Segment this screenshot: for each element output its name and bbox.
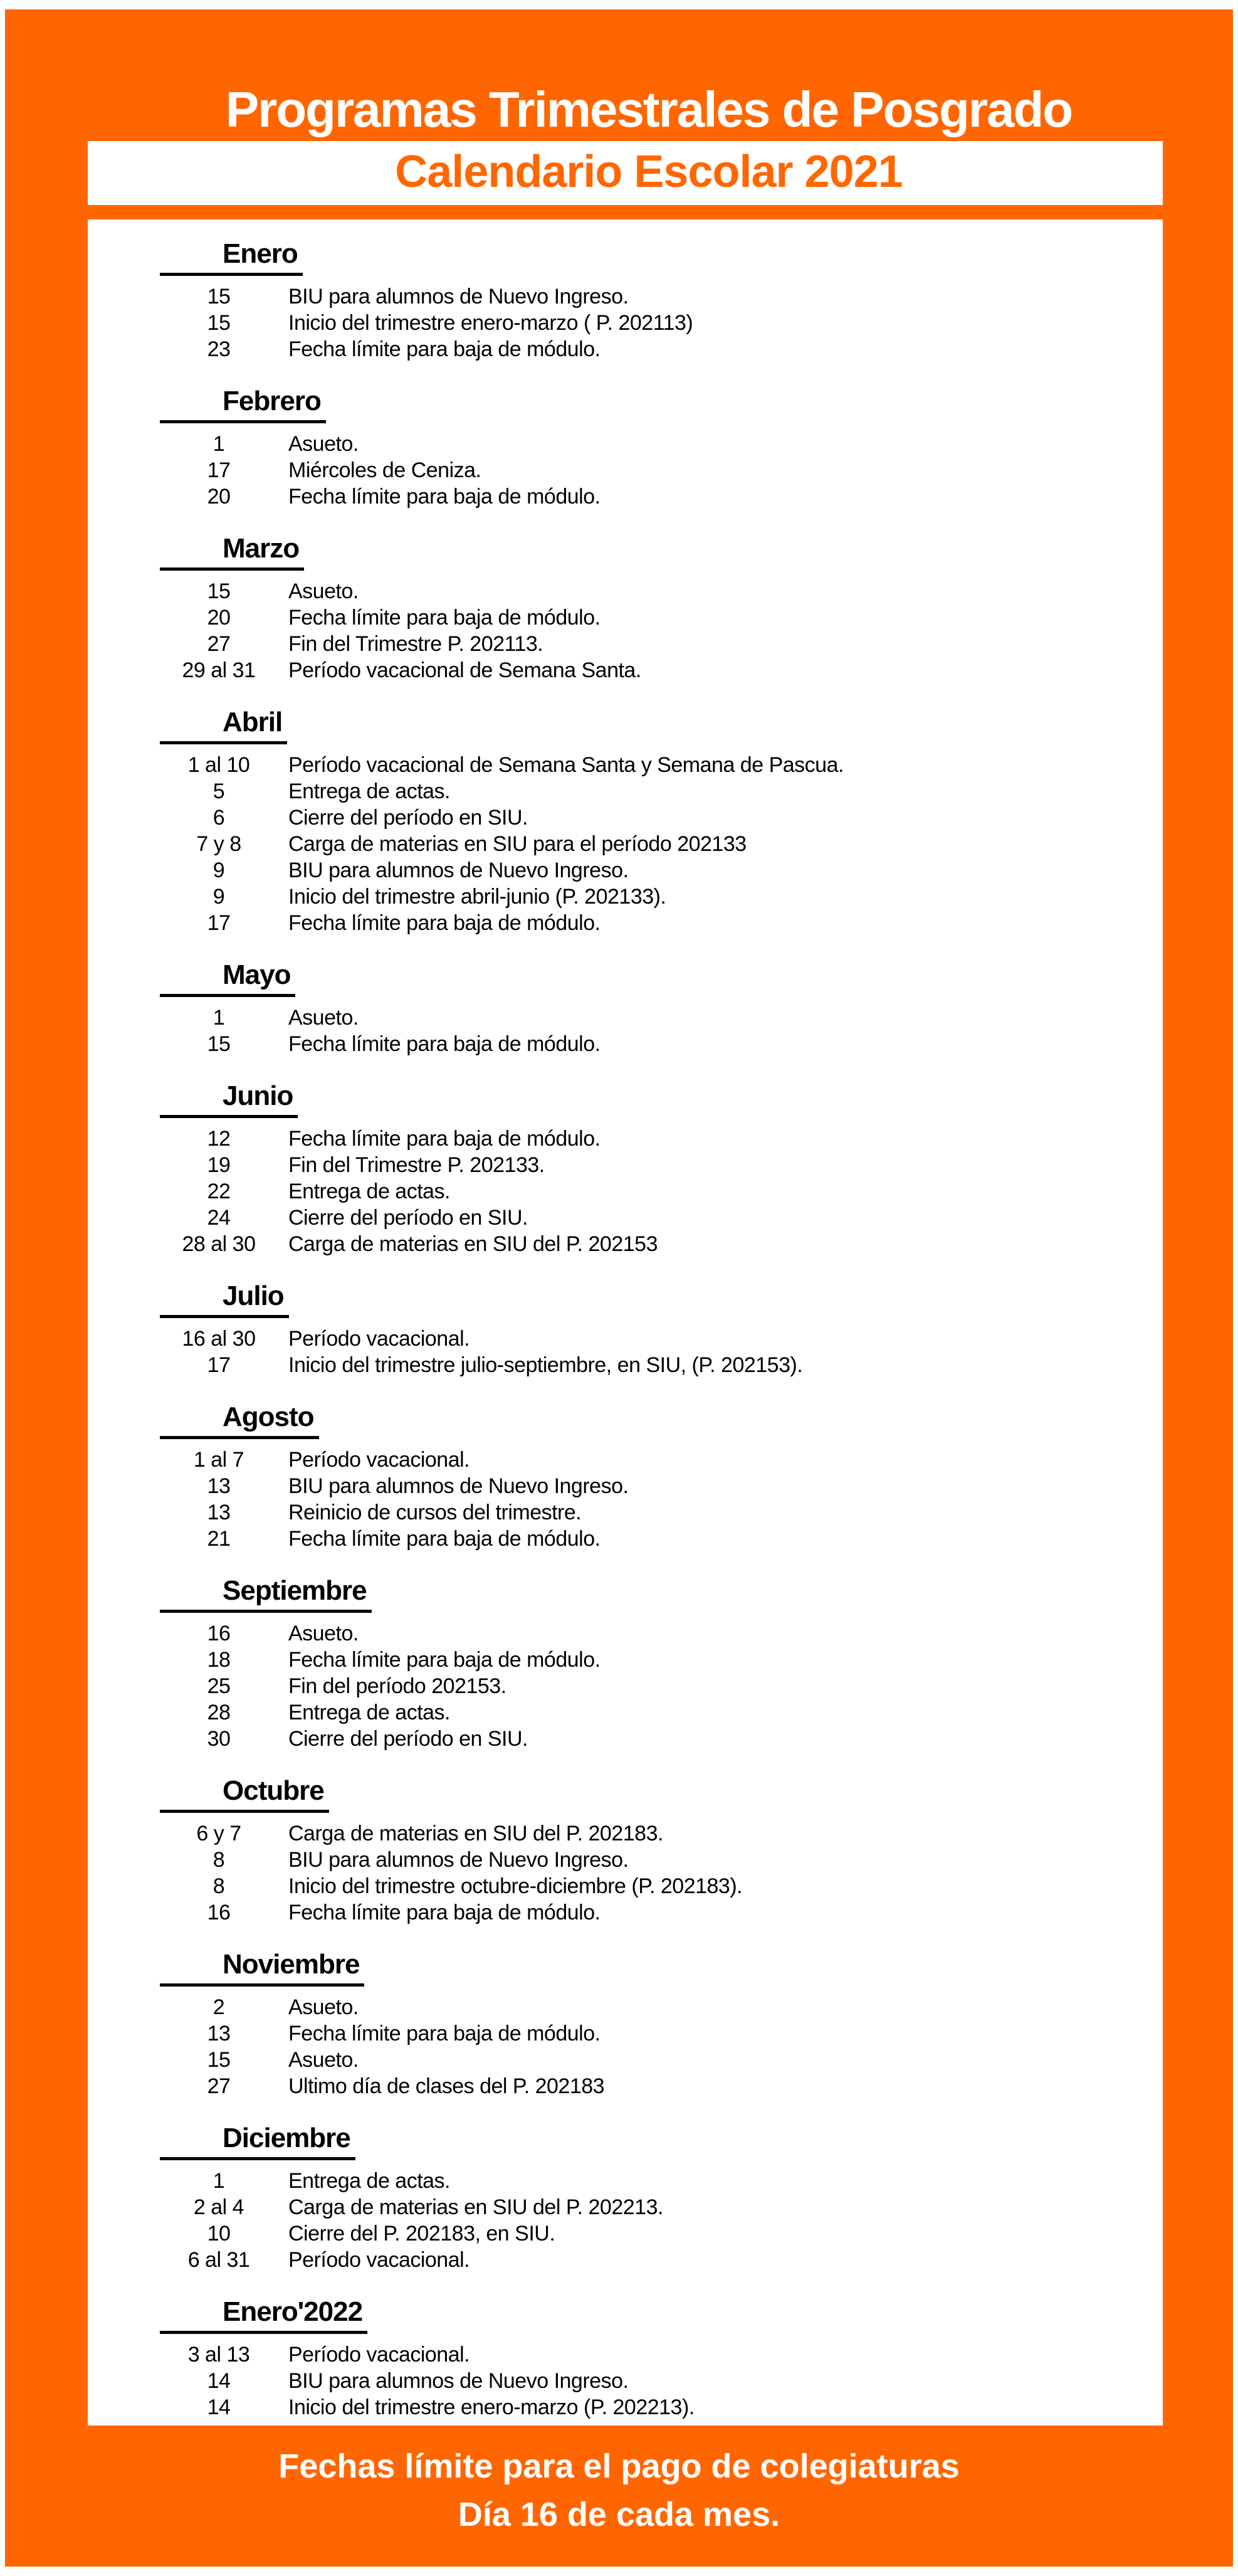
event-description: Cierre del período en SIU. bbox=[288, 1727, 528, 1751]
event-description: Fecha límite para baja de módulo. bbox=[288, 606, 601, 630]
event-date: 19 bbox=[207, 1153, 231, 1177]
event-description: Cierre del P. 202183, en SIU. bbox=[288, 2222, 555, 2246]
month-name: Septiembre bbox=[160, 1577, 372, 1613]
event-row bbox=[88, 1473, 1163, 1499]
event-description: Cierre del período en SIU. bbox=[288, 1206, 528, 1230]
event-date: 17 bbox=[207, 911, 231, 935]
event-row bbox=[88, 805, 1163, 831]
event-row bbox=[88, 578, 1163, 604]
event-description: Período vacacional. bbox=[288, 2248, 470, 2272]
month-section bbox=[88, 1403, 1163, 1552]
month-name: Marzo bbox=[160, 535, 304, 571]
event-date: 7 y 8 bbox=[196, 832, 241, 856]
event-row bbox=[88, 1499, 1163, 1526]
event-date: 8 bbox=[212, 1874, 225, 1898]
event-date: 14 bbox=[207, 2395, 231, 2419]
event-description: Miércoles de Ceniza. bbox=[288, 458, 481, 482]
event-date: 16 bbox=[207, 1901, 231, 1924]
event-row bbox=[88, 2220, 1163, 2247]
event-description: Fecha límite para baja de módulo. bbox=[288, 2022, 601, 2045]
event-date: 28 bbox=[207, 1701, 231, 1724]
month-section bbox=[88, 961, 1163, 1057]
month-name: Julio bbox=[160, 1282, 289, 1318]
event-description: Carga de materias en SIU del P. 202153 bbox=[288, 1232, 658, 1256]
event-date: 16 bbox=[207, 1622, 231, 1645]
event-description: Entrega de actas. bbox=[288, 1180, 451, 1203]
event-row bbox=[88, 1005, 1163, 1031]
event-description: Período vacacional de Semana Santa. bbox=[288, 658, 641, 682]
event-row bbox=[88, 2194, 1163, 2220]
month-name: Octubre bbox=[160, 1777, 329, 1813]
event-date: 28 al 30 bbox=[182, 1232, 256, 1256]
event-description: Ultimo día de clases del P. 202183 bbox=[288, 2074, 605, 2098]
event-date: 9 bbox=[212, 858, 225, 882]
event-row bbox=[88, 1647, 1163, 1673]
month-section bbox=[88, 535, 1163, 684]
event-date: 15 bbox=[207, 2048, 231, 2072]
event-date: 13 bbox=[207, 1474, 231, 1498]
event-date: 1 al 7 bbox=[193, 1448, 244, 1472]
event-row bbox=[88, 1899, 1163, 1926]
event-row bbox=[88, 1031, 1163, 1057]
event-description: BIU para alumnos de Nuevo Ingreso. bbox=[288, 1474, 629, 1498]
event-description: Período vacacional. bbox=[288, 1448, 470, 1472]
event-date: 13 bbox=[207, 2022, 231, 2045]
event-description: Asueto. bbox=[288, 1622, 359, 1645]
page-title: Programas Trimestrales de Posgrado bbox=[225, 82, 1073, 137]
event-row bbox=[88, 431, 1163, 457]
event-description: Fin del Trimestre P. 202113. bbox=[288, 632, 543, 656]
event-description: Carga de materias en SIU del P. 202213. bbox=[288, 2195, 663, 2219]
event-date: 9 bbox=[212, 885, 225, 909]
event-date: 27 bbox=[207, 632, 231, 656]
event-description: BIU para alumnos de Nuevo Ingreso. bbox=[288, 285, 629, 309]
event-date: 27 bbox=[207, 2074, 231, 2098]
footer-payment-day-text: Día 16 de cada mes. bbox=[458, 2496, 780, 2533]
event-description: Período vacacional. bbox=[288, 1327, 470, 1351]
event-date: 1 bbox=[212, 432, 225, 456]
month-name: Mayo bbox=[160, 961, 295, 997]
event-description: BIU para alumnos de Nuevo Ingreso. bbox=[288, 1848, 629, 1872]
event-row bbox=[88, 2341, 1163, 2368]
event-date: 2 al 4 bbox=[193, 2195, 244, 2219]
month-section bbox=[88, 2298, 1163, 2420]
event-description: Fecha límite para baja de módulo. bbox=[288, 1527, 601, 1551]
event-date: 6 al 31 bbox=[187, 2248, 250, 2272]
calendar-content bbox=[88, 219, 1163, 2426]
event-date: 13 bbox=[207, 1501, 231, 1524]
event-description: Período vacacional. bbox=[288, 2343, 470, 2367]
event-description: Asueto. bbox=[288, 432, 359, 456]
month-section bbox=[88, 388, 1163, 510]
event-row bbox=[88, 1447, 1163, 1473]
event-description: Inicio del trimestre enero-marzo ( P. 202113) bbox=[288, 311, 693, 335]
event-row bbox=[88, 483, 1163, 510]
event-row bbox=[88, 2047, 1163, 2073]
month-name: Diciembre bbox=[160, 2125, 355, 2160]
event-description: Carga de materias en SIU del P. 202183. bbox=[288, 1822, 663, 1845]
event-row bbox=[88, 1205, 1163, 1231]
event-row bbox=[88, 2020, 1163, 2047]
month-name: Enero bbox=[160, 240, 303, 276]
event-date: 1 bbox=[212, 1006, 225, 1030]
event-date: 8 bbox=[212, 1848, 225, 1872]
event-description: Fin del período 202153. bbox=[288, 1674, 506, 1698]
page-subtitle: Calendario Escolar 2021 bbox=[395, 147, 903, 197]
event-row bbox=[88, 1126, 1163, 1152]
event-description: Asueto. bbox=[288, 1006, 359, 1030]
event-date: 15 bbox=[207, 1032, 231, 1056]
event-row bbox=[88, 1526, 1163, 1552]
event-description: Fecha límite para baja de módulo. bbox=[288, 337, 601, 361]
event-row bbox=[88, 1352, 1163, 1378]
event-row bbox=[88, 1847, 1163, 1873]
event-row bbox=[88, 2073, 1163, 2099]
event-row bbox=[88, 1178, 1163, 1205]
event-description: BIU para alumnos de Nuevo Ingreso. bbox=[288, 858, 629, 882]
event-date: 22 bbox=[207, 1180, 231, 1203]
event-row bbox=[88, 1673, 1163, 1699]
event-row bbox=[88, 1231, 1163, 1257]
event-date: 17 bbox=[207, 458, 231, 482]
event-date: 23 bbox=[207, 337, 231, 361]
event-row bbox=[88, 1699, 1163, 1726]
event-row bbox=[88, 2247, 1163, 2273]
event-date: 20 bbox=[207, 606, 231, 630]
event-date: 14 bbox=[207, 2369, 231, 2393]
event-description: Fecha límite para baja de módulo. bbox=[288, 485, 601, 509]
event-date: 3 al 13 bbox=[187, 2343, 250, 2367]
event-date: 15 bbox=[207, 311, 231, 335]
event-description: Inicio del trimestre enero-marzo (P. 202213). bbox=[288, 2395, 695, 2419]
event-description: BIU para alumnos de Nuevo Ingreso. bbox=[288, 2369, 629, 2393]
event-date: 18 bbox=[207, 1648, 231, 1672]
event-row bbox=[88, 657, 1163, 684]
event-date: 24 bbox=[207, 1206, 231, 1230]
event-description: Inicio del trimestre octubre-diciembre (P. 202183). bbox=[288, 1874, 743, 1898]
month-section bbox=[88, 2125, 1163, 2273]
event-description: Asueto. bbox=[288, 579, 359, 603]
event-date: 1 al 10 bbox=[187, 753, 250, 777]
month-name: Agosto bbox=[160, 1403, 319, 1439]
event-date: 15 bbox=[207, 579, 231, 603]
event-date: 12 bbox=[207, 1127, 231, 1151]
event-row bbox=[88, 831, 1163, 857]
event-description: Entrega de actas. bbox=[288, 779, 451, 803]
event-description: Inicio del trimestre abril-junio (P. 202133). bbox=[288, 885, 666, 909]
event-description: Fecha límite para baja de módulo. bbox=[288, 911, 601, 935]
event-description: Entrega de actas. bbox=[288, 1701, 451, 1724]
month-section bbox=[88, 1777, 1163, 1926]
month-name: Enero'2022 bbox=[160, 2298, 367, 2334]
event-description: Fin del Trimestre P. 202133. bbox=[288, 1153, 545, 1177]
event-date: 5 bbox=[212, 779, 225, 803]
event-row bbox=[88, 336, 1163, 362]
month-section bbox=[88, 709, 1163, 936]
event-description: Asueto. bbox=[288, 2048, 359, 2072]
event-row bbox=[88, 2394, 1163, 2420]
event-row bbox=[88, 910, 1163, 936]
event-row bbox=[88, 1994, 1163, 2020]
event-date: 10 bbox=[207, 2222, 231, 2246]
event-date: 21 bbox=[207, 1527, 231, 1551]
event-description: Fecha límite para baja de módulo. bbox=[288, 1901, 601, 1924]
event-row bbox=[88, 1326, 1163, 1352]
event-date: 6 bbox=[212, 806, 225, 830]
event-description: Período vacacional de Semana Santa y Semana de Pascua. bbox=[288, 753, 844, 777]
event-row bbox=[88, 1152, 1163, 1178]
event-row bbox=[88, 457, 1163, 483]
event-row bbox=[88, 631, 1163, 657]
month-section bbox=[88, 1577, 1163, 1752]
month-name: Junio bbox=[160, 1082, 298, 1118]
event-date: 25 bbox=[207, 1674, 231, 1698]
month-name: Noviembre bbox=[160, 1951, 364, 1987]
event-row bbox=[88, 604, 1163, 631]
event-row bbox=[88, 1873, 1163, 1899]
event-description: Inicio del trimestre julio-septiembre, en SIU, (P. 202153). bbox=[288, 1353, 803, 1377]
event-description: Fecha límite para baja de módulo. bbox=[288, 1127, 601, 1151]
event-row bbox=[88, 2368, 1163, 2394]
event-description: Cierre del período en SIU. bbox=[288, 806, 528, 830]
event-date: 2 bbox=[212, 1995, 225, 2019]
event-row bbox=[88, 2168, 1163, 2194]
event-row bbox=[88, 857, 1163, 884]
event-date: 29 al 31 bbox=[182, 658, 256, 682]
month-section bbox=[88, 1951, 1163, 2099]
event-date: 6 y 7 bbox=[196, 1822, 241, 1845]
event-description: Reinicio de cursos del trimestre. bbox=[288, 1501, 582, 1524]
event-description: Asueto. bbox=[288, 1995, 359, 2019]
month-section bbox=[88, 1282, 1163, 1378]
month-section bbox=[88, 1082, 1163, 1257]
event-date: 15 bbox=[207, 285, 231, 309]
event-row bbox=[88, 1620, 1163, 1647]
event-date: 30 bbox=[207, 1727, 231, 1751]
event-date: 16 al 30 bbox=[182, 1327, 256, 1351]
event-description: Fecha límite para baja de módulo. bbox=[288, 1032, 601, 1056]
footer-payment-deadline-text: Fechas límite para el pago de colegiaturas bbox=[278, 2447, 960, 2485]
event-row bbox=[88, 283, 1163, 310]
event-date: 17 bbox=[207, 1353, 231, 1377]
event-row bbox=[88, 778, 1163, 805]
event-date: 20 bbox=[207, 485, 231, 509]
event-row bbox=[88, 1726, 1163, 1752]
event-row bbox=[88, 1820, 1163, 1847]
event-row bbox=[88, 884, 1163, 910]
month-name: Abril bbox=[160, 709, 287, 744]
month-section bbox=[88, 240, 1163, 362]
event-date: 1 bbox=[212, 2169, 225, 2193]
event-description: Fecha límite para baja de módulo. bbox=[288, 1648, 601, 1672]
event-description: Entrega de actas. bbox=[288, 2169, 451, 2193]
event-row bbox=[88, 752, 1163, 778]
event-row bbox=[88, 310, 1163, 336]
month-name: Febrero bbox=[160, 388, 326, 423]
event-description: Carga de materias en SIU para el período 202133 bbox=[288, 832, 747, 856]
